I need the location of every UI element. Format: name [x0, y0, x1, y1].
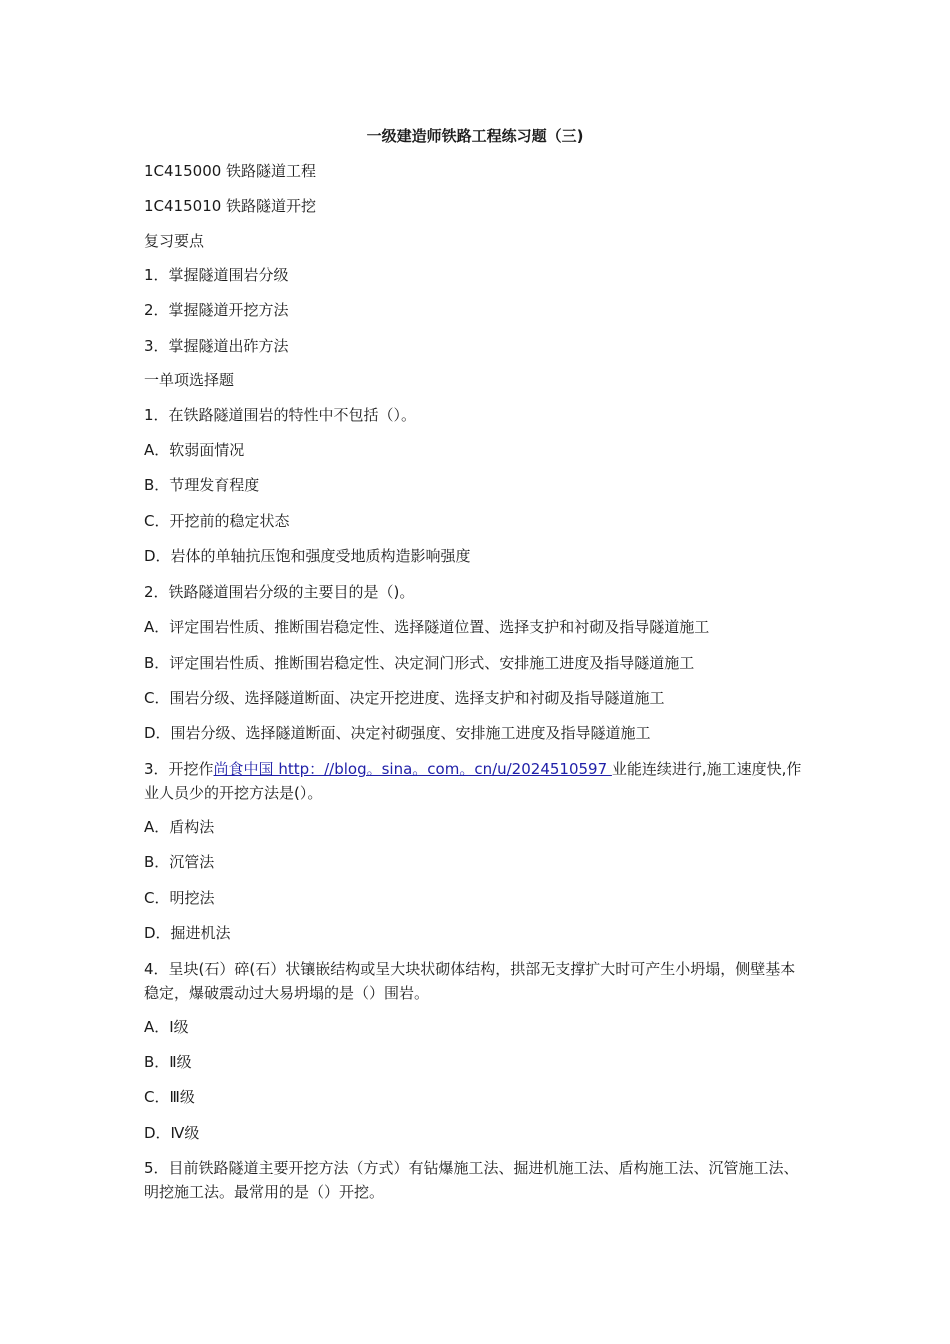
- review-point: 1．掌握隧道围岩分级: [144, 266, 289, 284]
- question-3-option: D．掘进机法: [144, 924, 231, 942]
- question-4-option: C．Ⅲ级: [144, 1088, 195, 1106]
- review-point: 2．掌握隧道开挖方法: [144, 301, 289, 319]
- question-type-heading: 一单项选择题: [144, 371, 235, 389]
- question-3-option: B．沉管法: [144, 853, 215, 871]
- question-3-option: A．盾构法: [144, 818, 215, 836]
- question-4-option: D．Ⅳ级: [144, 1124, 200, 1142]
- question-4-stem: 4．呈块(石）碎(石）状镶嵌结构或呈大块状砌体结构，拱部无支撑扩大时可产生小坍塌，侧壁基本稳定，爆破震动过大易坍塌的是（）围岩。: [144, 960, 796, 1002]
- section-code: 1C415000 铁路隧道工程: [144, 162, 317, 180]
- review-heading: 复习要点: [144, 232, 205, 250]
- question-3-stem: [144, 757, 809, 805]
- question-3-option: C．明挖法: [144, 889, 215, 907]
- blog-link[interactable]: 尚食中国 http：//blog。sina。com。cn/u/2024510597: [213, 760, 612, 778]
- question-3-stem-before: 3．开挖作: [144, 760, 214, 778]
- question-2-stem: 2．铁路隧道围岩分级的主要目的是（)。: [144, 583, 415, 601]
- question-2-option: A．评定围岩性质、推断围岩稳定性、选择隧道位置、选择支护和衬砌及指导隧道施工: [144, 618, 710, 636]
- question-4-option: B．Ⅱ级: [144, 1053, 192, 1071]
- question-1-option: B．节理发育程度: [144, 476, 260, 494]
- question-1-stem: 1．在铁路隧道围岩的特性中不包括（）。: [144, 406, 417, 424]
- question-1-option: A．软弱面情况: [144, 441, 245, 459]
- question-2-option: B．评定围岩性质、推断围岩稳定性、决定洞门形式、安排施工进度及指导隧道施工: [144, 654, 695, 672]
- question-1-option: D．岩体的单轴抗压饱和强度受地质构造影响强度: [144, 547, 471, 565]
- question-2-option: C．围岩分级、选择隧道断面、决定开挖进度、选择支护和衬砌及指导隧道施工: [144, 689, 665, 707]
- document-title: 一级建造师铁路工程练习题（三): [366, 127, 584, 145]
- review-point: 3．掌握隧道出砟方法: [144, 337, 289, 355]
- subsection-code: 1C415010 铁路隧道开挖: [144, 197, 317, 215]
- question-2-option: D．围岩分级、选择隧道断面、决定衬砌强度、安排施工进度及指导隧道施工: [144, 724, 651, 742]
- question-1-option: C．开挖前的稳定状态: [144, 512, 290, 530]
- question-5-stem: 5．目前铁路隧道主要开挖方法（方式）有钻爆施工法、掘进机施工法、盾构施工法、沉管施工法、明挖施工法。最常用的是（）开挖。: [144, 1159, 799, 1201]
- question-3-stem-after: 业能连续进行,施工速度快,作业人员少的开挖方法是(）。: [144, 760, 802, 802]
- question-4-option: A．Ⅰ级: [144, 1018, 189, 1036]
